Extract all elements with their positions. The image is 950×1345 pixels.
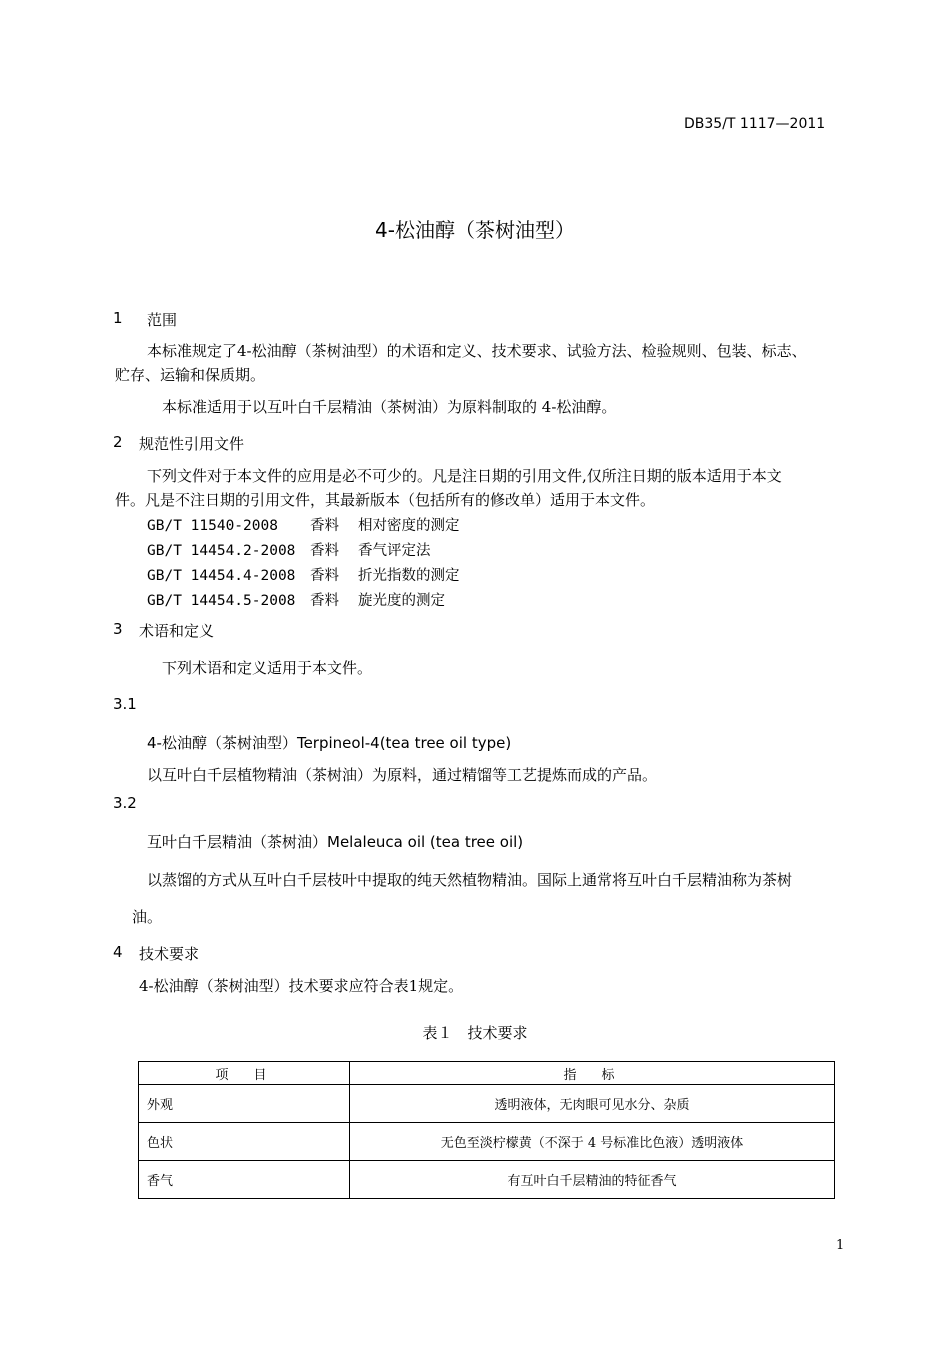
reference-item: [147, 539, 431, 560]
table-cell-item: 外观: [139, 1085, 350, 1123]
section-1-number: 1: [113, 309, 123, 327]
reference-code: GB/T 14454.2-2008: [147, 543, 296, 559]
reference-item: [147, 564, 460, 585]
standard-number: DB35/T 1117—2011: [684, 116, 826, 132]
reference-category: 香料: [310, 543, 339, 559]
table-row: [139, 1161, 835, 1199]
reference-item: [147, 589, 445, 610]
section-1-heading: 范围: [147, 311, 178, 329]
references-paragraph-line-1: 下列文件对于本文件的应用是必不可少的。凡是注日期的引用文件,仅所注日期的版本适用于本文: [147, 467, 782, 485]
term-3-2-definition-line-2: 油。: [132, 908, 163, 926]
terms-intro: 下列术语和定义适用于本文件。: [162, 659, 373, 677]
reference-name: 折光指数的测定: [358, 568, 460, 584]
page-number: 1: [836, 1238, 845, 1253]
table-header-row: [139, 1062, 835, 1085]
section-4-heading: 技术要求: [139, 945, 200, 963]
document-title: 4-松油醇（茶树油型）: [375, 218, 575, 242]
term-3-1-number: 3.1: [113, 695, 137, 713]
requirements-table: [138, 1061, 835, 1199]
section-3-heading: 术语和定义: [139, 622, 215, 640]
reference-code: GB/T 14454.5-2008: [147, 593, 296, 609]
reference-code: GB/T 14454.4-2008: [147, 568, 296, 584]
reference-category: 香料: [310, 568, 339, 584]
scope-paragraph-1-line-2: 贮存、运输和保质期。: [115, 366, 266, 384]
section-2-heading: 规范性引用文件: [139, 435, 245, 453]
term-3-1-name: 4-松油醇（茶树油型）Terpineol-4(tea tree oil type): [147, 734, 512, 752]
term-3-1-definition: 以互叶白千层植物精油（茶树油）为原料，通过精馏等工艺提炼而成的产品。: [147, 766, 658, 784]
table-cell-value: 有互叶白千层精油的特征香气: [350, 1161, 835, 1199]
term-3-2-name: 互叶白千层精油（茶树油）Melaleuca oil (tea tree oil): [147, 833, 524, 851]
section-3-number: 3: [113, 620, 123, 638]
table-row: [139, 1085, 835, 1123]
reference-code: GB/T 11540-2008: [147, 518, 278, 534]
reference-name: 旋光度的测定: [358, 593, 445, 609]
table-cell-item: 香气: [139, 1161, 350, 1199]
table-caption: 表１ 技术要求: [422, 1024, 528, 1042]
table-header-item: 项 目: [139, 1062, 350, 1085]
reference-category: 香料: [310, 593, 339, 609]
scope-paragraph-2: 本标准适用于以互叶白千层精油（茶树油）为原料制取的 4-松油醇。: [162, 398, 617, 416]
table-row: [139, 1123, 835, 1161]
reference-item: [147, 514, 460, 535]
references-paragraph-line-2: 件。凡是不注日期的引用文件，其最新版本（包括所有的修改单）适用于本文件。: [115, 491, 656, 509]
term-3-2-definition-line-1: 以蒸馏的方式从互叶白千层枝叶中提取的纯天然植物精油。国际上通常将互叶白千层精油称为茶树: [147, 871, 793, 889]
table-cell-item: 色状: [139, 1123, 350, 1161]
section-2-number: 2: [113, 433, 123, 451]
table-cell-value: 无色至淡柠檬黄（不深于 4 号标准比色液）透明液体: [350, 1123, 835, 1161]
scope-paragraph-1-line-1: 本标准规定了4-松油醇（茶树油型）的术语和定义、技术要求、试验方法、检验规则、包装、标志、: [147, 342, 807, 360]
requirements-intro: 4-松油醇（茶树油型）技术要求应符合表1规定。: [139, 977, 464, 995]
term-3-2-number: 3.2: [113, 794, 137, 812]
reference-name: 相对密度的测定: [358, 518, 460, 534]
table-header-value: 指 标: [350, 1062, 835, 1085]
reference-category: 香料: [310, 518, 339, 534]
table-cell-value: 透明液体，无肉眼可见水分、杂质: [350, 1085, 835, 1123]
reference-name: 香气评定法: [358, 543, 431, 559]
section-4-number: 4: [113, 943, 123, 961]
